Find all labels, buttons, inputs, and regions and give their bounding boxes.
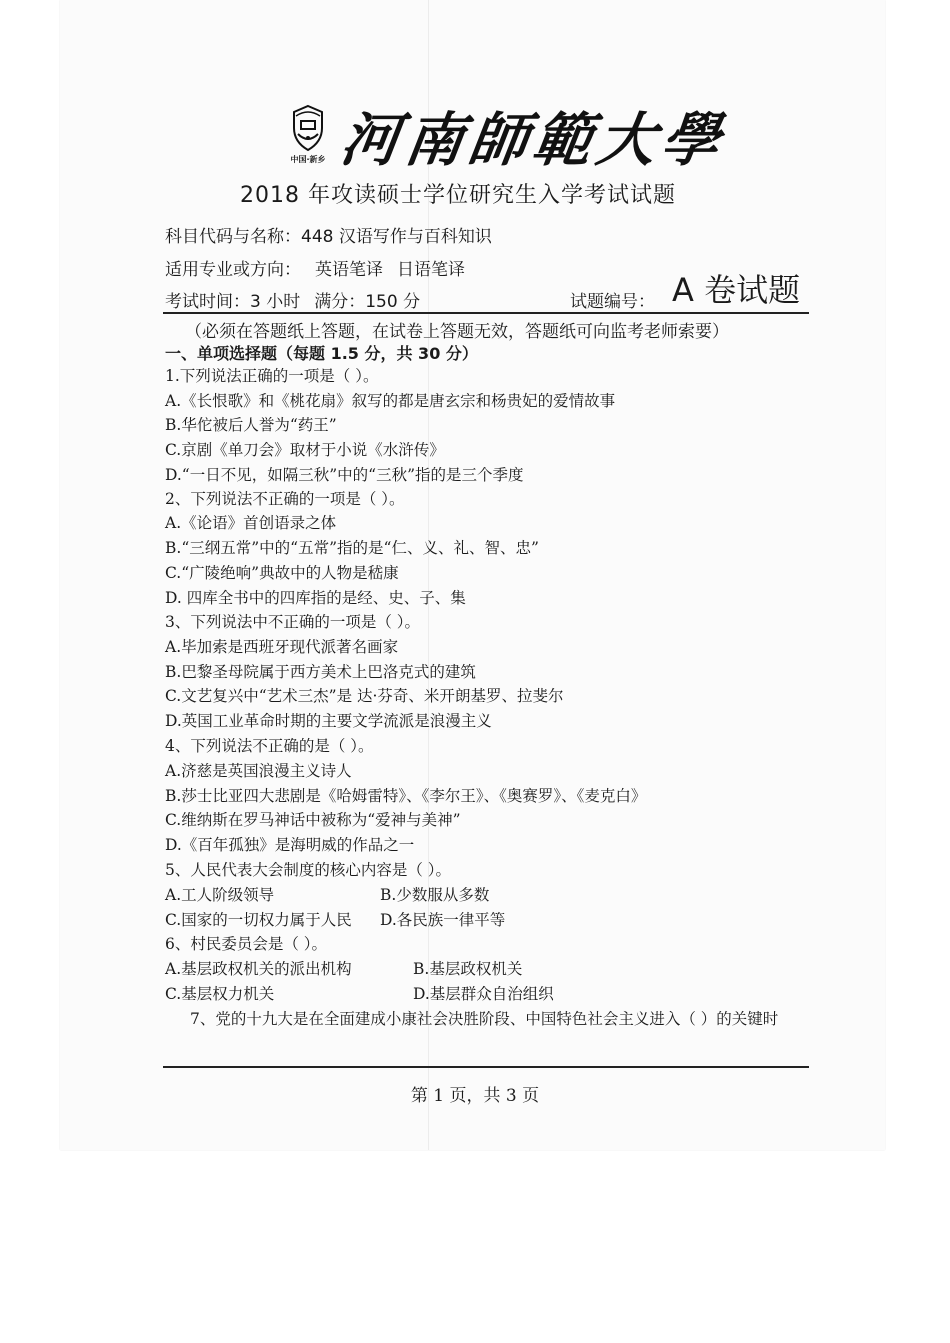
section-title: 一、单项选择题（每题 1.5 分，共 30 分）: [165, 344, 478, 363]
question-option: D.“一日不见，如隔三秋”中的“三秋”指的是三个季度: [165, 466, 524, 484]
paper-id-label: 试题编号：: [570, 292, 655, 312]
university-name-logo: 河南師範大學: [336, 106, 731, 174]
question-option-row: [165, 908, 805, 930]
question-option: A.《论语》首创语录之体: [165, 514, 337, 532]
question-option: C.“广陵绝响”典故中的人物是嵇康: [165, 564, 399, 582]
time-value: 3 小时: [250, 292, 301, 312]
answer-notice: （必须在答题纸上答题，在试卷上答题无效，答题纸可向监考老师索要）: [185, 322, 729, 342]
question-option-row: [165, 883, 805, 905]
question-option: A.工人阶级领导: [165, 886, 275, 904]
time-label: 考试时间：: [165, 292, 250, 312]
question-option: A.基层政权机关的派出机构: [165, 960, 352, 978]
question-stem: 6、村民委员会是（ ）。: [165, 935, 328, 953]
major-line: [165, 255, 465, 280]
question-option: B.基层政权机关: [413, 960, 523, 978]
question-option: D.《百年孤独》是海明威的作品之一: [165, 836, 415, 854]
question-option: C.文艺复兴中“艺术三杰”是 达·芬奇、米开朗基罗、拉斐尔: [165, 687, 564, 705]
question-option: A.《长恨歌》和《桃花扇》叙写的都是唐玄宗和杨贵妃的爱情故事: [165, 392, 616, 410]
major-value-1: 英语笔译: [315, 260, 383, 280]
university-seal-icon: [288, 104, 328, 166]
question-option-row: [165, 957, 805, 979]
question-stem: 5、人民代表大会制度的核心内容是（ ）。: [165, 861, 452, 879]
question-option: A.济慈是英国浪漫主义诗人: [165, 762, 352, 780]
question-option: D.英国工业革命时期的主要文学流派是浪漫主义: [165, 712, 492, 730]
question-option: B.巴黎圣母院属于西方美术上巴洛克式的建筑: [165, 663, 476, 681]
question-option: B.“三纲五常”中的“五常”指的是“仁、义、礼、智、忠”: [165, 539, 539, 557]
question-option: A.毕加索是西班牙现代派著名画家: [165, 638, 399, 656]
question-stem: 4、下列说法不正确的是（ ）。: [165, 737, 374, 755]
question-option: D.各民族一律平等: [380, 911, 506, 929]
question-option: C.京剧《单刀会》取材于小说《水浒传》: [165, 441, 445, 459]
university-header: [288, 100, 731, 174]
question-option: C.基层权力机关: [165, 985, 275, 1003]
major-value-2: 日语笔译: [397, 260, 465, 280]
question-option: B.莎士比亚四大悲剧是《哈姆雷特》、《李尔王》、《奥赛罗》、《麦克白》: [165, 787, 647, 805]
subject-line: [165, 222, 492, 247]
question-option: D.基层群众自治组织: [413, 985, 554, 1003]
question-option: D. 四库全书中的四库指的是经、史、子、集: [165, 589, 466, 607]
subject-label: 科目代码与名称：: [165, 227, 301, 247]
question-option: B.华佗被后人誉为“药王”: [165, 416, 337, 434]
question-stem: 3、下列说法中不正确的一项是（ ）。: [165, 613, 421, 631]
question-option-row: [165, 982, 805, 1004]
footer-divider: [163, 1066, 809, 1068]
question-option: C.维纳斯在罗马神话中被称为“爱神与美神”: [165, 811, 461, 829]
header-divider: [163, 312, 809, 314]
major-label: 适用专业或方向：: [165, 260, 301, 280]
question-option: B.少数服从多数: [380, 886, 490, 904]
subject-value: 448 汉语写作与百科知识: [301, 227, 492, 247]
question-stem: 7、党的十九大是在全面建成小康社会决胜阶段、中国特色社会主义进入（ ）的关键时: [190, 1010, 779, 1028]
question-stem: 1.下列说法正确的一项是（ ）。: [165, 367, 379, 385]
score-label: 满分：: [314, 292, 366, 312]
page-number: 第 1 页，共 3 页: [410, 1086, 540, 1106]
paper-id-value: A 卷试题: [672, 271, 801, 309]
question-option: C.国家的一切权力属于人民: [165, 911, 352, 929]
question-stem: 2、下列说法不正确的一项是（ ）。: [165, 490, 405, 508]
seal-caption: 中国·新乡: [290, 155, 326, 164]
score-value: 150 分: [365, 292, 421, 312]
exam-title: 2018 年攻读硕士学位研究生入学考试试题: [240, 183, 676, 208]
